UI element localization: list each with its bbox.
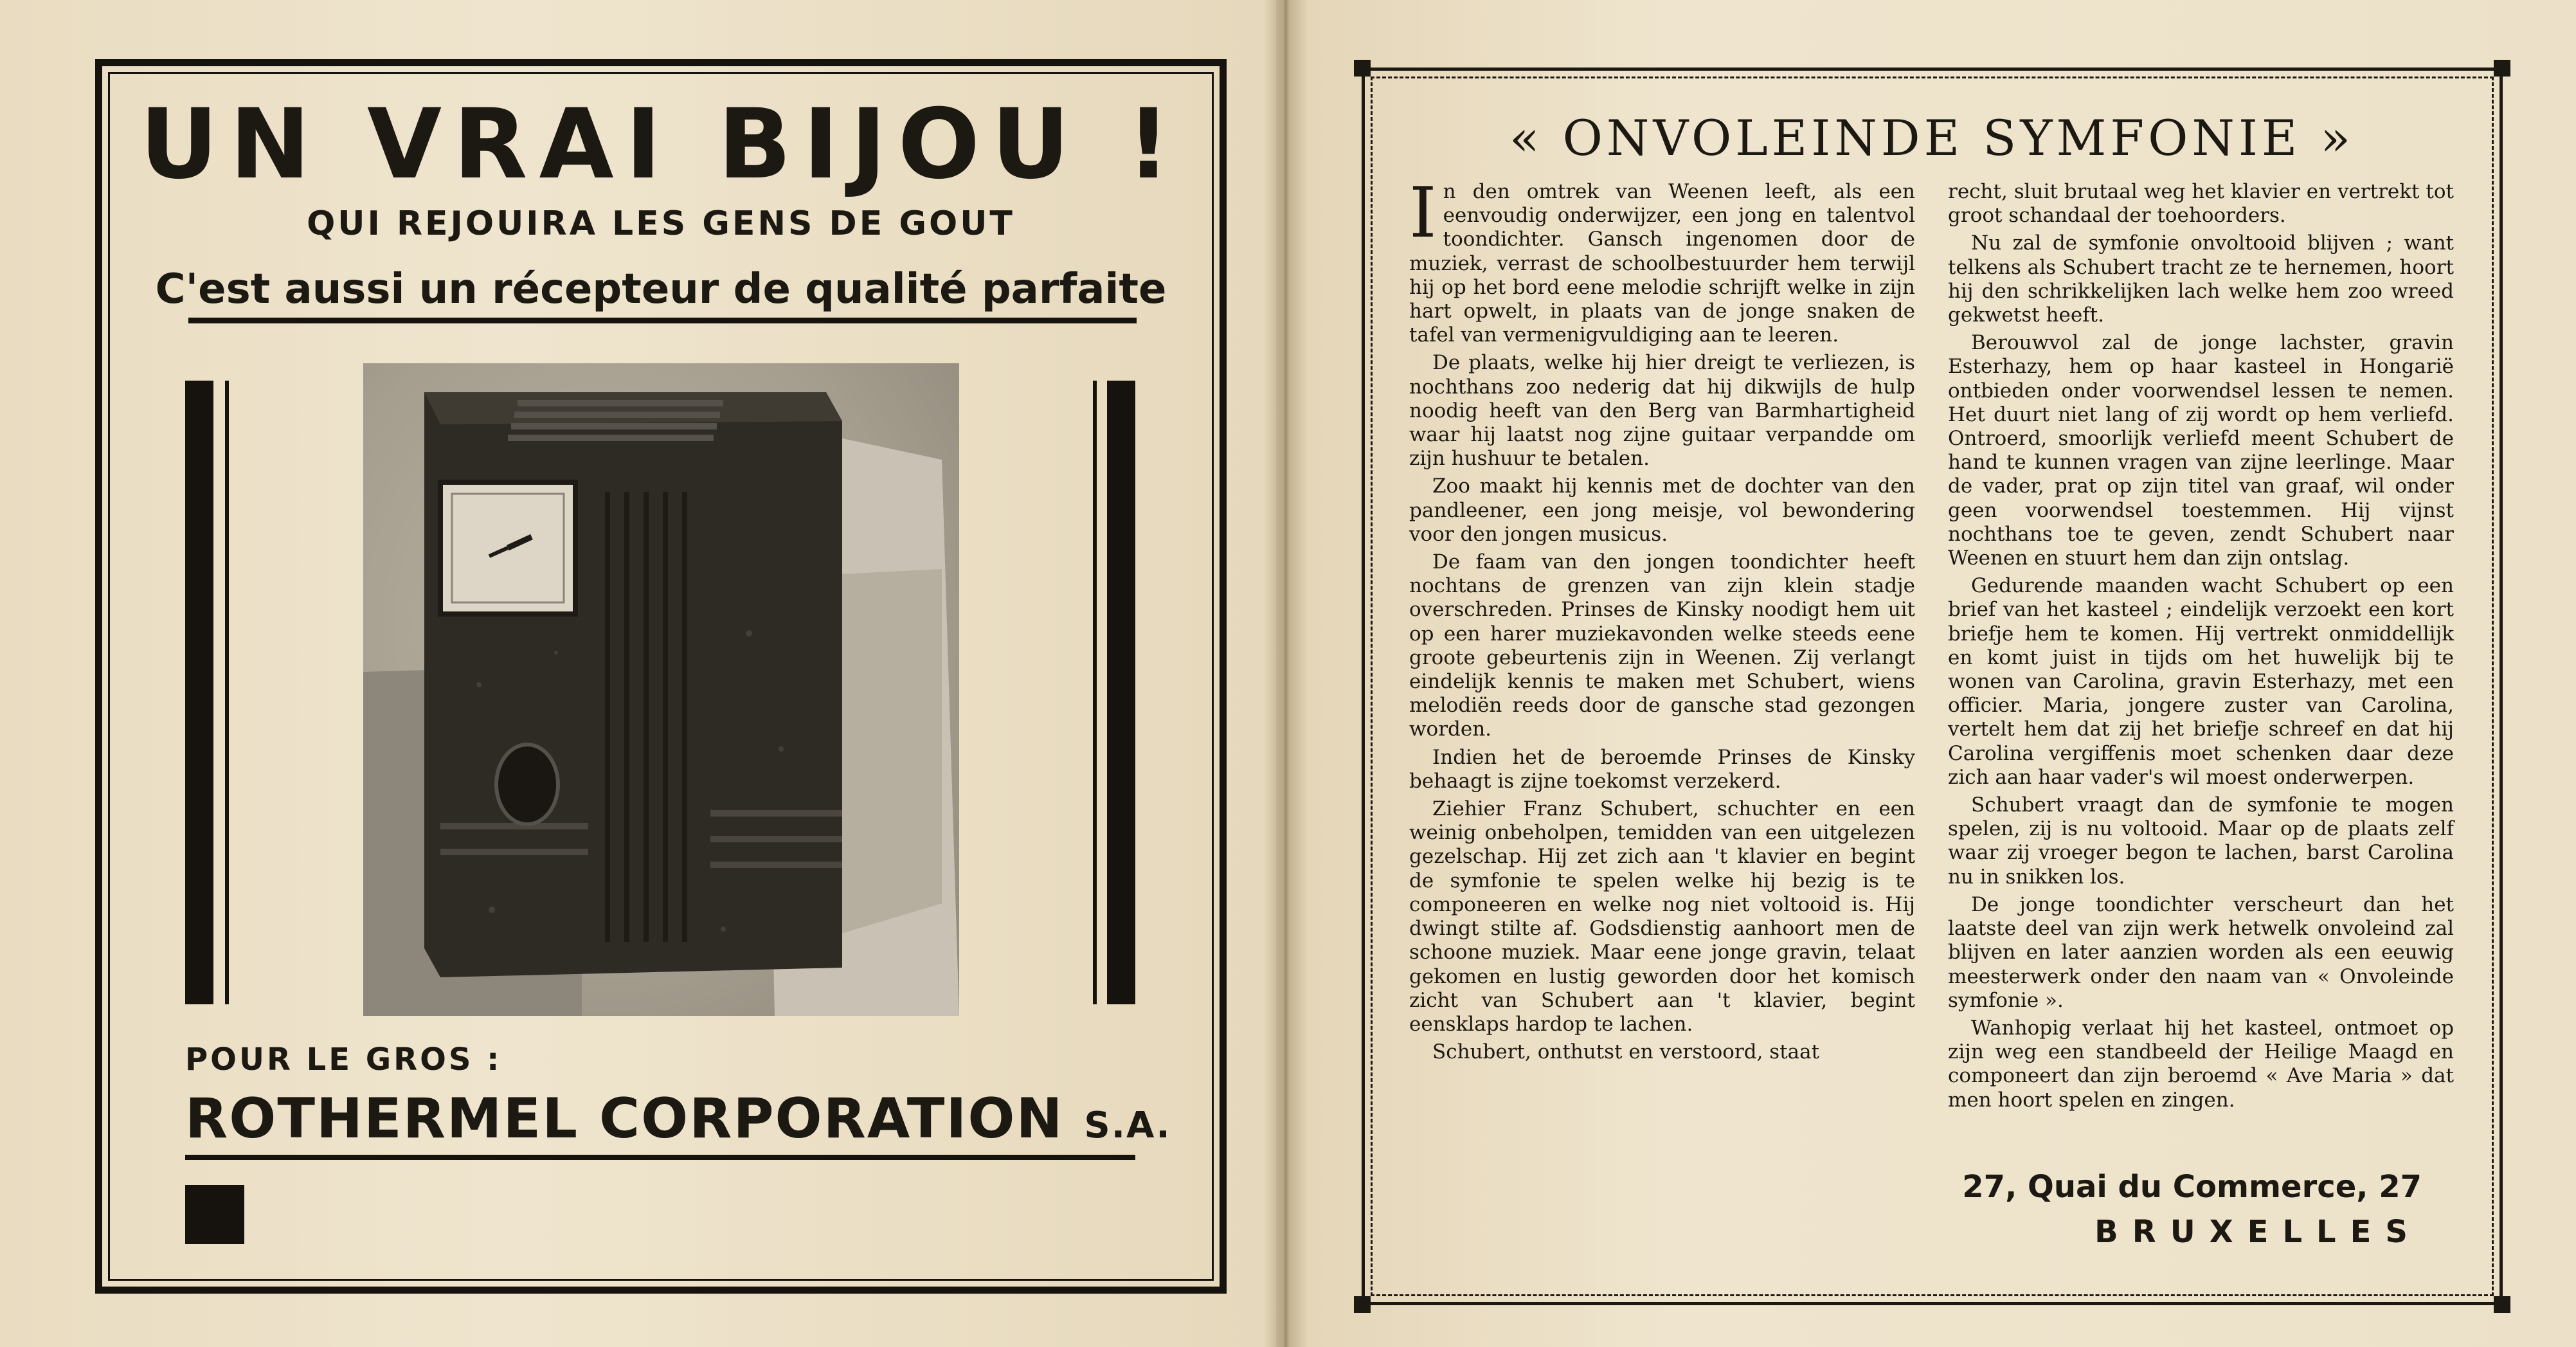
ad-side-line-left <box>225 381 229 1004</box>
ad-side-bar-right <box>1107 381 1135 1004</box>
frame-corner-ornament <box>1354 60 1371 77</box>
article-paragraph: Zoo maakt hij kennis met de dochter van den pandleener, een jong meisje, vol bewondering voor den jongen musicus. <box>1409 475 1915 546</box>
article-column-right <box>1948 180 2454 1116</box>
article-paragraph <box>1409 173 1915 347</box>
article-paragraph: De faam van den jongen toondichter heeft nochtans de grenzen van zijn klein stadje overschreden. Prinses de Kinsky noodigt hem uit op een harer muziekavonden welke steeds eene groote gebeurtenis zijn in Weenen. Zij verlangt eindelijk kennis te maken met Schubert, wiens melodiën reeds door de gansche stad gezongen worden. <box>1409 550 1915 741</box>
ad-wholesale-label: POUR LE GROS : <box>185 1042 502 1078</box>
article-paragraph: Wanhopig verlaat hij het kasteel, ontmoet op zijn weg een standbeeld der Heilige Maagd en componeert dan zijn beroemd « Ave Maria » dat men hoort spelen en zingen. <box>1948 1016 2454 1112</box>
book-gutter <box>1263 0 1308 1347</box>
ad-subline-2: C'est aussi un récepteur de qualité parfaite <box>155 266 1167 313</box>
frame-corner-ornament <box>1354 1296 1371 1313</box>
ad-side-bar-left <box>185 381 213 1004</box>
ad-company-suffix: S.A. <box>1084 1105 1171 1146</box>
ad-company-text: ROTHERMEL CORPORATION <box>185 1087 1064 1151</box>
ad-rule-bottom <box>185 1155 1135 1160</box>
article-paragraph: Schubert, onthutst en verstoord, staat <box>1432 1040 1820 1064</box>
article-paragraph: Nu zal de symfonie onvoltooid blijven ; want telkens als Schubert tracht ze te hernemen, hoort hij den schrikkelijken lach welke hem zoo wreed gekwetst heeft. <box>1948 231 2454 327</box>
article-paragraph-continued: recht, sluit brutaal weg het klavier en vertrekt tot groot schandaal der toehoorders. <box>1948 180 2454 228</box>
article-title: « ONVOLEINDE SYMFONIE » <box>1509 109 2355 167</box>
article-paragraph: De jonge toondichter verscheurt dan het laatste deel van zijn werk hetwelk onvoleind zal blijven en later aanzien worden als een eeuwig meesterwerk onder den naam van « Onvoleinde symfonie ». <box>1948 892 2454 1012</box>
frame-corner-ornament <box>2494 1296 2510 1313</box>
ad-subline-1: QUI REJOUIRA LES GENS DE GOUT <box>307 204 1015 243</box>
ad-address: 27, Quai du Commerce, 27 <box>1962 1169 2422 1205</box>
radio-illustration <box>363 363 959 1016</box>
article-paragraph: Indien het de beroemde Prinses de Kinsky behaagt is zijne toekomst verzekerd. <box>1409 745 1915 793</box>
article-column-left <box>1409 173 1915 1068</box>
ad-city: BRUXELLES <box>2094 1214 2422 1250</box>
frame-corner-ornament <box>2494 60 2510 77</box>
article-paragraph: Ziehier Franz Schubert, schuchter en een weinig onbeholpen, temidden van een uitgelezen gezelschap. Hij zet zich aan 't klavier en begint de symfonie te spelen welke hij bezig is te componeeren en welke nog niet voltooid is. Hij dwingt stilte af. Godsdienstig aanhoort men de schoone muziek. Maar eene jonge gravin, telaat gekomen en lustig geworden door het komisch zicht van Schubert aan 't klavier, begint eensklaps hardop te lachen. <box>1409 797 1915 1036</box>
drop-cap: I <box>1409 173 1437 253</box>
ad-rule-top <box>188 318 1137 323</box>
article-paragraph: Schubert vraagt dan de symfonie te mogen spelen, zij is nu voltooid. Maar op de plaats zelf waar zij vroeger begon te lachen, barst Carolina nu in snikken los. <box>1948 793 2454 889</box>
ad-headline: UN VRAI BIJOU ! <box>140 89 1182 201</box>
ad-black-square <box>185 1185 244 1244</box>
radio-photo <box>363 363 959 1016</box>
article-paragraph: Gedurende maanden wacht Schubert op een brief van het kasteel ; eindelijk verzoekt een kort briefje hem te komen. Hij vertrekt onmiddellijk en komt juist in tijds om het huwelijk bij te wonen van Carolina, gravin Esterhazy, met een officier. Maria, jongere zuster van Carolina, vertelt hem dat zij het briefje schreef en dat hij Carolina vergiffenis moet schenken daar deze zich aan haar vader's wil moest onderwerpen. <box>1948 574 2454 789</box>
ad-company-name <box>185 1087 1171 1151</box>
paragraph-text: n den omtrek van Weenen leeft, als een eenvoudig onderwijzer, een jong en talentvol toondichter. Gansch ingenomen door de muziek, verrast de schoolbestuurder hem terwijl hij op het bord eene melodie schrijft welke in zijn hart opwelt, in plaats van de jonge snaken de tafel van vermenigvuldiging aan te leeren. <box>1409 180 1915 347</box>
article-paragraph: Berouwvol zal de jonge lachster, gravin Esterhazy, hem op haar kasteel in Hongarië ontbieden onder voorwendsel lessen te nemen. Het duurt niet lang of zij wordt op hem verliefd. Ontroerd, smoorlijk verliefd meent Schubert de hand te kunnen vragen van zijne leerlinge. Maar de vader, prat op zijn titel van graaf, wil onder geen voorwendsel toestemmen. Hij vijnst nochthans toe te geven, zendt Schubert naar Weenen en stuurt hem dan zijn ontslag. <box>1948 331 2454 570</box>
ad-side-line-right <box>1093 381 1097 1004</box>
article-paragraph: De plaats, welke hij hier dreigt te verliezen, is nochthans zoo nederig dat hij dikwijls de hulp noodig heeft van den Berg van Barmhartigheid waar hij laatst nog zijne guitaar verpandde om zijn hushuur te betalen. <box>1409 351 1915 471</box>
